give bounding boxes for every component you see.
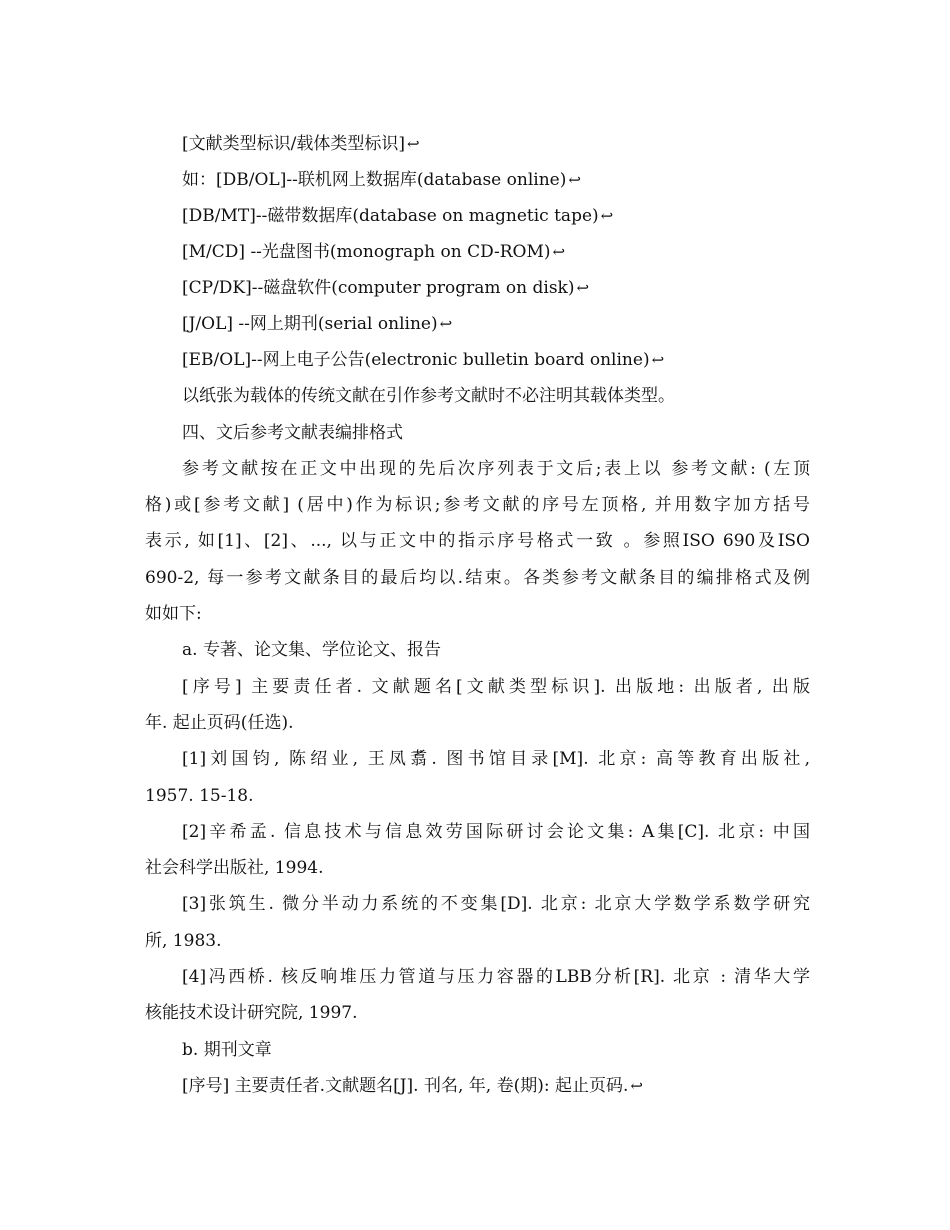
text-line: [M/CD] --光盘图书(monograph on CD-ROM) ↩ bbox=[182, 242, 566, 262]
text-line: [EB/OL]--网上电子公告(electronic bulletin board online) ↩ bbox=[182, 350, 665, 370]
text-line: 年. 起止页码(任选). bbox=[145, 713, 294, 733]
reference-entry: 社会科学出版社, 1994. bbox=[145, 858, 324, 878]
text-line: 表示, 如[1]、[2]、..., 以与正文中的指示序号格式一致 。参照ISO 690及ISO bbox=[145, 531, 810, 551]
reference-entry: [2]辛希孟. 信息技术与信息效劳国际研讨会论文集: A集[C]. 北京: 中国 bbox=[182, 822, 810, 842]
text-line: 参考文献按在正文中出现的先后次序列表于文后;表上以 参考文献: (左顶 bbox=[182, 459, 810, 479]
paragraph-mark-icon: ↩ bbox=[630, 1077, 643, 1095]
subsection-heading: a. 专著、论文集、学位论文、报告 bbox=[182, 640, 441, 660]
section-heading: 四、文后参考文献表编排格式 bbox=[182, 423, 403, 443]
text-line: [文献类型标识/载体类型标识] ↩ bbox=[182, 134, 420, 154]
text-line: 如：[DB/OL]--联机网上数据库(database online) ↩ bbox=[182, 170, 581, 190]
paragraph-mark-icon: ↩ bbox=[552, 243, 566, 261]
reference-entry: 1957. 15-18. bbox=[145, 786, 254, 806]
reference-entry: [1]刘国钧, 陈绍业, 王凤翥. 图书馆目录[M]. 北京: 高等教育出版社, bbox=[182, 749, 810, 769]
text-line: [序号] 主要责任者. 文献题名[文献类型标识]. 出版地: 出版者, 出版 bbox=[182, 677, 810, 697]
text-line: [序号] 主要责任者.文献题名[J]. 刊名, 年, 卷(期): 起止页码. ↩ bbox=[182, 1076, 643, 1096]
text-line: [DB/MT]--磁带数据库(database on magnetic tape) ↩ bbox=[182, 206, 614, 226]
reference-entry: [3]张筑生. 微分半动力系统的不变集[D]. 北京: 北京大学数学系数学研究 bbox=[182, 894, 810, 914]
reference-entry: [4]冯西桥. 核反响堆压力管道与压力容器的LBB分析[R]. 北京 : 清华大学 bbox=[182, 967, 810, 987]
paragraph-mark-icon: ↩ bbox=[600, 207, 614, 225]
reference-entry: 所, 1983. bbox=[145, 931, 222, 951]
reference-entry: 核能技术设计研究院, 1997. bbox=[145, 1003, 358, 1023]
paragraph-mark-icon: ↩ bbox=[651, 351, 665, 369]
text-line: 格)或[参考文献] (居中)作为标识;参考文献的序号左顶格, 并用数字加方括号 bbox=[145, 495, 810, 515]
paragraph-mark-icon: ↩ bbox=[576, 279, 590, 297]
text-line: [J/OL] --网上期刊(serial online) ↩ bbox=[182, 314, 453, 334]
text-line: 690-2, 每一参考文献条目的最后均以.结束。各类参考文献条目的编排格式及例 bbox=[145, 568, 810, 588]
subsection-heading: b. 期刊文章 bbox=[182, 1040, 272, 1060]
paragraph-mark-icon: ↩ bbox=[407, 135, 420, 153]
paragraph-mark-icon: ↩ bbox=[439, 315, 453, 333]
text-line: 以纸张为载体的传统文献在引作参考文献时不必注明其载体类型。 bbox=[182, 386, 675, 406]
text-line: 如如下: bbox=[145, 604, 202, 624]
text-line: [CP/DK]--磁盘软件(computer program on disk) ↩ bbox=[182, 278, 590, 298]
paragraph-mark-icon: ↩ bbox=[568, 171, 581, 189]
